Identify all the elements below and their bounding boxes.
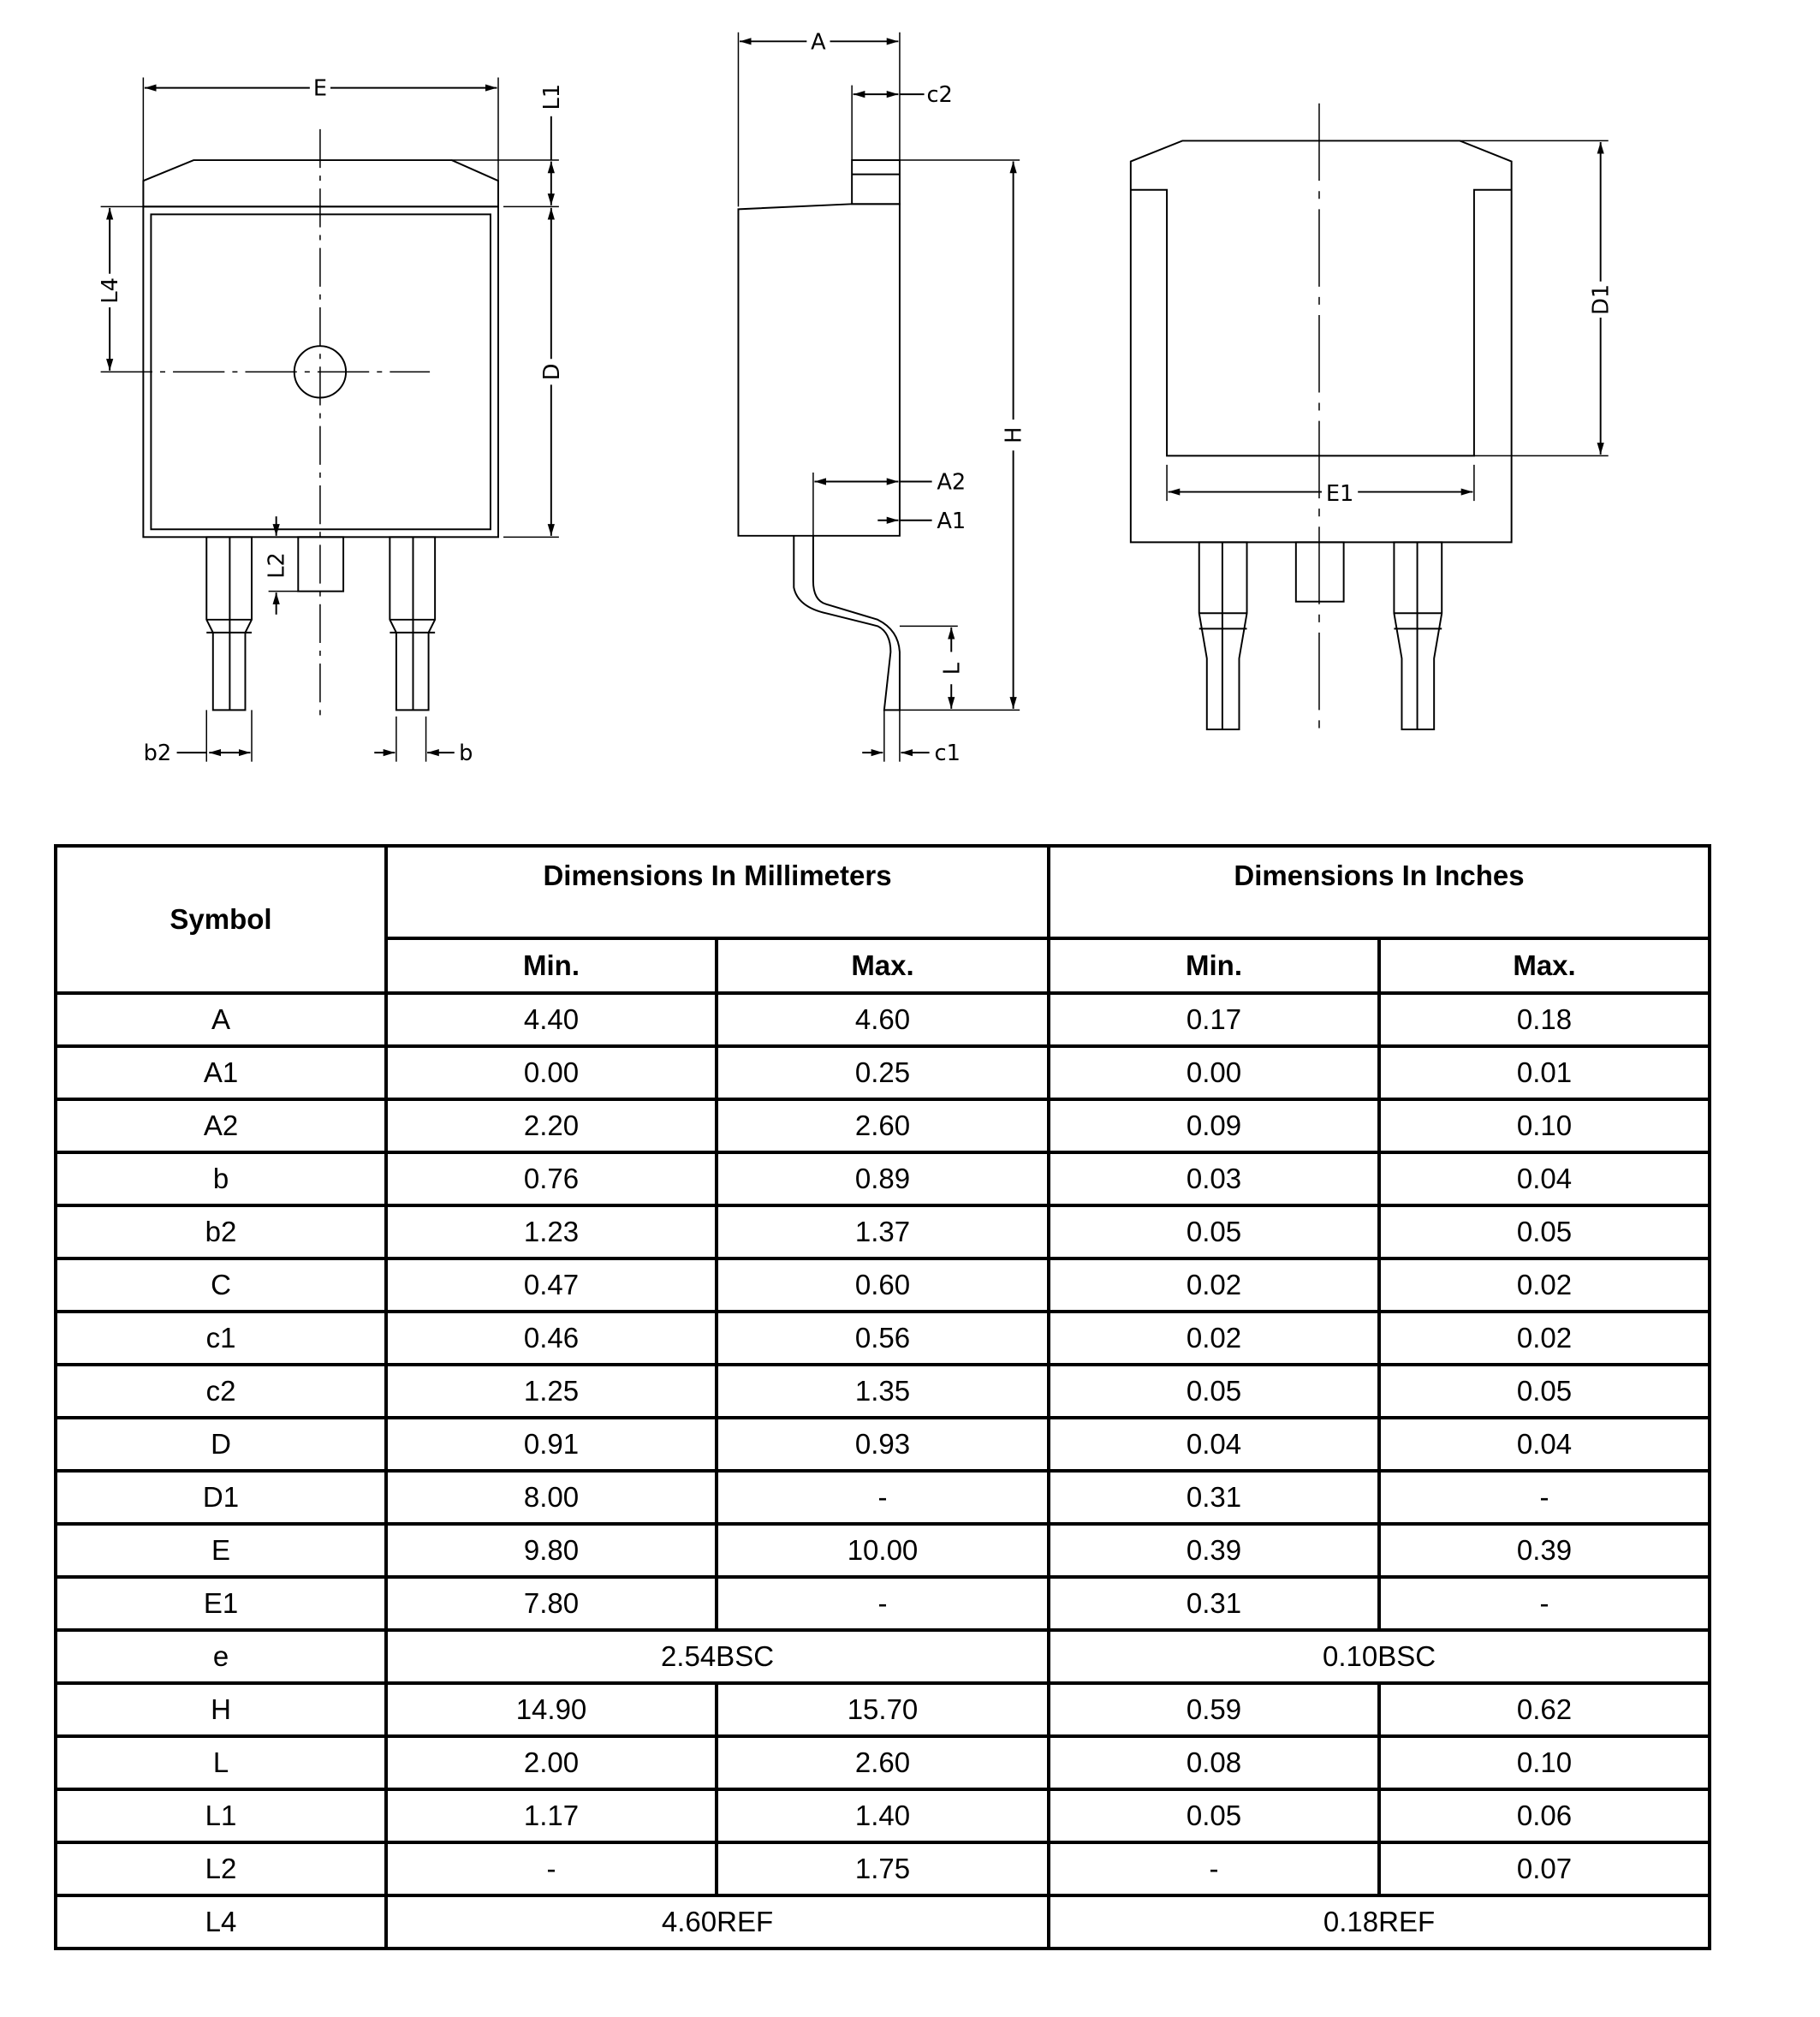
table-row [56,1312,1710,1365]
cell-mm-max: 4.60 [717,993,1049,1046]
table-row [56,1365,1710,1418]
cell-in-min: 0.02 [1049,1312,1379,1365]
cell-sym: e [56,1630,386,1683]
cell-mm-span: 2.54BSC [386,1630,1049,1683]
package-drawing [0,0,1820,800]
cell-in-min: 0.00 [1049,1046,1379,1099]
cell-mm-max: 1.37 [717,1205,1049,1258]
in-min-header: Min. [1049,938,1379,993]
cell-mm-min: 0.91 [386,1418,717,1471]
cell-sym: c2 [56,1365,386,1418]
dim-label-E: E [312,75,328,102]
cell-mm-max: 10.00 [717,1524,1049,1577]
cell-sym: b [56,1152,386,1205]
dim-label-D1: D1 [1588,283,1615,315]
cell-mm-min: 1.25 [386,1365,717,1418]
dim-label-E1: E1 [1325,481,1354,508]
cell-in-max: 0.10 [1379,1099,1710,1152]
cell-mm-max: 0.60 [717,1258,1049,1312]
cell-in-span: 0.18REF [1049,1895,1710,1949]
dim-label-c1: c1 [934,741,961,767]
front-view [98,76,565,767]
table-row [56,1046,1710,1099]
dim-label-L2: L2 [264,552,290,579]
cell-in-max: 0.04 [1379,1418,1710,1471]
in-max-header: Max. [1379,938,1710,993]
cell-in-max: 0.10 [1379,1736,1710,1789]
cell-in-min: 0.31 [1049,1577,1379,1630]
dim-label-A2: A2 [937,469,967,496]
cell-in-min: 0.05 [1049,1205,1379,1258]
inch-header: Dimensions In Inches [1049,846,1710,938]
cell-in-max: 0.01 [1379,1046,1710,1099]
cell-in-max: 0.07 [1379,1842,1710,1895]
cell-in-min: 0.04 [1049,1418,1379,1471]
cell-in-max: 0.02 [1379,1312,1710,1365]
cell-mm-min: 1.17 [386,1789,717,1842]
cell-mm-max: - [717,1471,1049,1524]
mm-max-header: Max. [717,938,1049,993]
cell-sym: L1 [56,1789,386,1842]
table-row [56,1736,1710,1789]
cell-mm-max: 1.35 [717,1365,1049,1418]
cell-in-max: 0.39 [1379,1524,1710,1577]
table-row [56,1205,1710,1258]
dim-label-D: D [538,363,565,381]
cell-in-min: 0.39 [1049,1524,1379,1577]
cell-in-min: 0.05 [1049,1365,1379,1418]
cell-sym: L [56,1736,386,1789]
table-row [56,1789,1710,1842]
cell-mm-max: 0.89 [717,1152,1049,1205]
bottom-view [1131,104,1615,739]
dim-label-A1: A1 [937,508,967,534]
cell-sym: H [56,1683,386,1736]
table-row [56,1099,1710,1152]
mm-header: Dimensions In Millimeters [386,846,1049,938]
cell-in-min: 0.03 [1049,1152,1379,1205]
dim-label-L1: L1 [538,83,565,110]
cell-mm-max: 2.60 [717,1736,1049,1789]
cell-mm-min: 2.00 [386,1736,717,1789]
cell-mm-max: - [717,1577,1049,1630]
cell-mm-max: 0.56 [717,1312,1049,1365]
dim-label-c2: c2 [926,82,953,109]
table-row [56,1524,1710,1577]
cell-in-max: 0.05 [1379,1365,1710,1418]
cell-mm-min: 4.40 [386,993,717,1046]
cell-in-min: 0.02 [1049,1258,1379,1312]
cell-in-min: 0.05 [1049,1789,1379,1842]
cell-mm-min: 9.80 [386,1524,717,1577]
cell-in-max: 0.05 [1379,1205,1710,1258]
symbol-header: Symbol [56,846,386,993]
table-row [56,1471,1710,1524]
cell-mm-max: 1.40 [717,1789,1049,1842]
cell-sym: A [56,993,386,1046]
cell-in-min: 0.59 [1049,1683,1379,1736]
cell-mm-min: 2.20 [386,1099,717,1152]
cell-in-max: - [1379,1577,1710,1630]
cell-mm-max: 2.60 [717,1099,1049,1152]
table-row [56,1630,1710,1683]
cell-in-max: - [1379,1471,1710,1524]
cell-sym: b2 [56,1205,386,1258]
cell-sym: D1 [56,1471,386,1524]
cell-in-min: 0.08 [1049,1736,1379,1789]
cell-in-span: 0.10BSC [1049,1630,1710,1683]
dim-label-L: L [939,662,966,675]
dim-label-b: b [459,741,473,767]
side-view [738,29,1026,766]
table-row [56,1152,1710,1205]
cell-mm-min: 0.00 [386,1046,717,1099]
cell-in-min: - [1049,1842,1379,1895]
cell-sym: L4 [56,1895,386,1949]
cell-mm-min: 0.47 [386,1258,717,1312]
cell-mm-min: 0.46 [386,1312,717,1365]
cell-sym: A2 [56,1099,386,1152]
dim-label-L4: L4 [98,277,124,304]
cell-mm-max: 1.75 [717,1842,1049,1895]
dimensions-table [54,844,1711,1950]
cell-mm-min: 7.80 [386,1577,717,1630]
cell-in-max: 0.62 [1379,1683,1710,1736]
table-row [56,1577,1710,1630]
cell-sym: c1 [56,1312,386,1365]
cell-in-max: 0.06 [1379,1789,1710,1842]
table-row [56,1895,1710,1949]
cell-sym: E1 [56,1577,386,1630]
cell-mm-max: 0.93 [717,1418,1049,1471]
cell-sym: C [56,1258,386,1312]
table-row [56,1258,1710,1312]
table-row [56,1683,1710,1736]
cell-mm-min: 0.76 [386,1152,717,1205]
cell-mm-min: 8.00 [386,1471,717,1524]
cell-in-min: 0.17 [1049,993,1379,1046]
cell-mm-min: - [386,1842,717,1895]
cell-in-max: 0.18 [1379,993,1710,1046]
cell-mm-min: 14.90 [386,1683,717,1736]
cell-in-min: 0.31 [1049,1471,1379,1524]
cell-sym: L2 [56,1842,386,1895]
cell-in-max: 0.02 [1379,1258,1710,1312]
dim-label-b2: b2 [143,741,172,767]
cell-sym: A1 [56,1046,386,1099]
dim-label-A: A [811,29,826,56]
cell-in-max: 0.04 [1379,1152,1710,1205]
cell-sym: E [56,1524,386,1577]
cell-mm-max: 0.25 [717,1046,1049,1099]
mm-min-header: Min. [386,938,717,993]
table-row [56,1842,1710,1895]
cell-sym: D [56,1418,386,1471]
dim-label-H: H [1001,426,1027,443]
cell-in-min: 0.09 [1049,1099,1379,1152]
cell-mm-min: 1.23 [386,1205,717,1258]
cell-mm-max: 15.70 [717,1683,1049,1736]
table-row [56,993,1710,1046]
cell-mm-span: 4.60REF [386,1895,1049,1949]
table-row [56,1418,1710,1471]
